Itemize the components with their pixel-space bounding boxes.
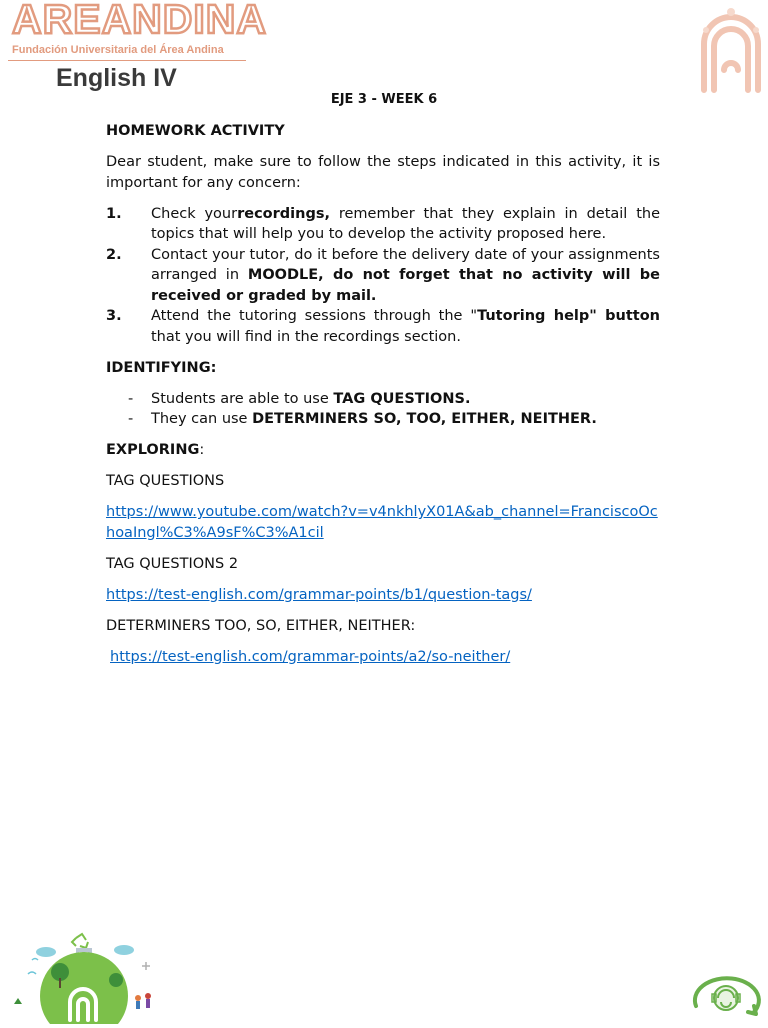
steps-list [106,204,660,348]
logo-subtitle: Fundación Universitaria del Área Andina [12,44,224,56]
resource-link-item [106,502,660,543]
recycle-arrow-icon [688,970,768,1024]
identifying-list [106,389,660,430]
step-text [151,245,660,307]
logo-name: AREANDINA [12,0,267,42]
list-item [106,306,660,347]
step-text-part: Attend the tutoring sessions through the " [151,308,478,324]
course-title: English IV [56,64,177,92]
step-text-bold: recordings, [237,205,330,222]
homework-heading: HOMEWORK ACTIVITY [106,123,285,139]
list-item-part: Students are able to use [151,390,334,407]
resource-title: DETERMINERS TOO, SO, EITHER, NEITHER: [106,617,416,634]
list-item [106,389,660,410]
step-text [151,306,660,347]
list-item [106,204,660,245]
resource-link-item [106,647,660,668]
list-item-text [151,389,470,410]
intro-paragraph: Dear student, make sure to follow the steps indicated in this activity, it is important for any concern: [106,154,660,191]
document-heading: EJE 3 - WEEK 6 [330,92,438,107]
step-text-part: that you will find in the recordings section. [151,328,461,345]
list-item-part: They can use [151,411,253,427]
step-text-part: Check your [151,205,238,222]
so-neither-link[interactable]: https://test-english.com/grammar-points/a2/so-neither/ [110,648,511,665]
resource-link-item [106,585,660,606]
step-text-part: Contact your tutor, do it before the delivery date of your assignments arranged in [151,246,660,283]
exploring-heading-colon: : [199,442,205,458]
list-dash: - [128,411,134,427]
area-andina-a-icon [694,0,768,96]
step-text-bold: Tutoring help" button [477,308,660,324]
document-body [106,121,660,678]
youtube-link[interactable]: https://www.youtube.com/watch?v=v4nkhlyX01A&ab_channel=FranciscoOchoaIngl%C3%A9sF%C3%A1cil [106,504,658,541]
step-text-bold: MOODLE, do not forget that no activity will be received or graded by mail. [151,267,660,304]
logo-divider [8,60,246,61]
green-campus-illustration [6,930,162,1024]
step-number: 2. [106,246,122,263]
areandina-logo [8,0,267,64]
exploring-heading [106,440,660,461]
resource-title: TAG QUESTIONS 2 [106,555,239,572]
list-item-bold: TAG QUESTIONS. [333,390,471,407]
step-number: 1. [106,205,122,222]
list-item-bold: DETERMINERS SO, TOO, EITHER, NEITHER. [252,411,597,427]
list-item-text [151,409,597,430]
list-item [106,409,660,430]
step-text-part: remember that they explain in detail the topics that will help you to develop the activity proposed here. [151,205,660,242]
identifying-heading: IDENTIFYING: [106,359,217,376]
step-number: 3. [106,308,122,324]
resource-title: TAG QUESTIONS [106,473,225,489]
list-dash: - [128,390,134,407]
step-text [151,204,660,245]
list-item [106,245,660,307]
question-tags-link[interactable]: https://test-english.com/grammar-points/b1/question-tags/ [106,586,532,603]
exploring-heading-text: EXPLORING [106,442,200,458]
